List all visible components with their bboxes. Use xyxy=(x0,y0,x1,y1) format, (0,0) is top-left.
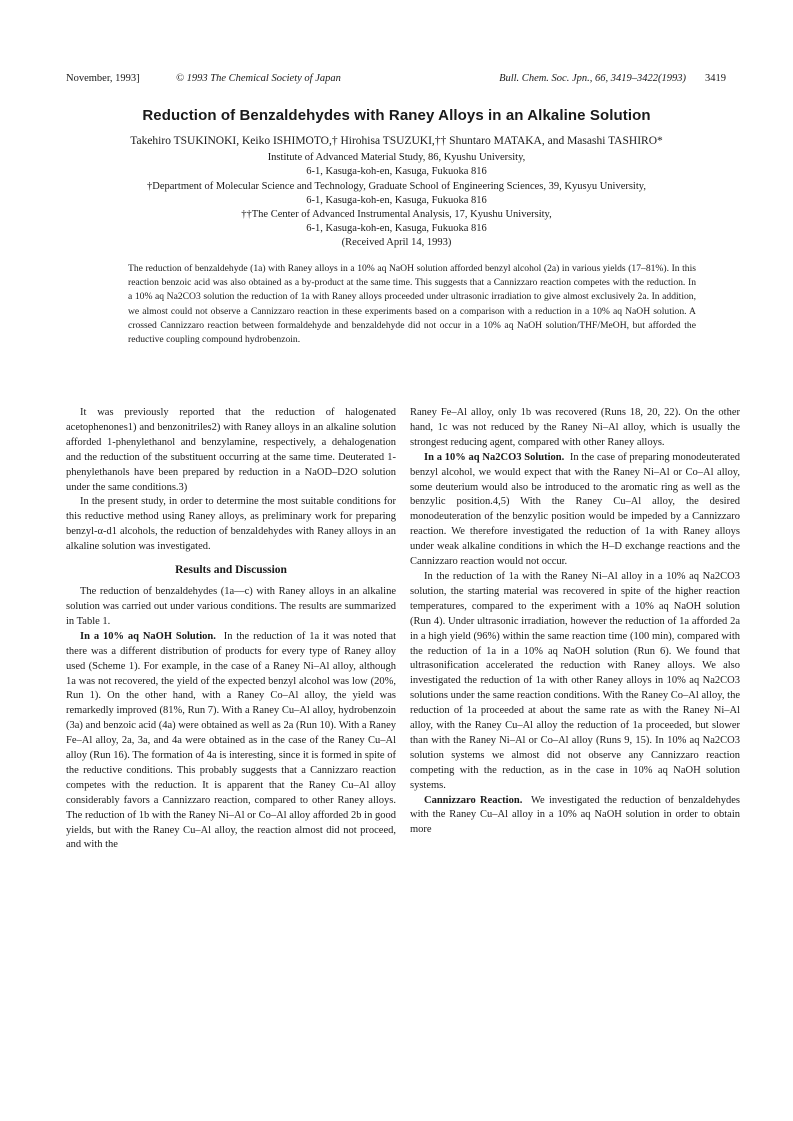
left-column xyxy=(66,406,396,853)
body-paragraph: In the reduction of 1a with the Raney Ni–Al alloy in a 10% aq Na2CO3 solution, the starting material was recovered in spite of the higher reaction temperatures, compared to the experiment with a 10% aq NaOH solution (Run 4). Under ultrasonic irradiation, however the reduction of 1a afforded 2a in a high yield (96%) within the same reaction time (100 min), compared with the reduction of 1a in a 10% aq NaOH solution (Run 6). We found that ultrasonification accelerated the reduction with Raney alloys. We also investigated the reduction of 1a with other Raney alloys in 10% aq Na2CO3 solutions under the same reaction conditions. With the Raney Co–Al alloy, the reduction of 1a proceeded at about the same rate as with the Raney Ni–Al alloy, with the Raney Cu–Al alloy the reduction of 1a proceeded, but slower than with the Raney Ni–Al or Co–Al alloy (Runs 9, 15). In 10% aq Na2CO3 solution systems we almost did not observe any Cannizzaro reaction competing with the reduction, as in the case in 10% aq NaOH solution systems. xyxy=(410,570,740,791)
na2co3-paragraph xyxy=(410,451,740,570)
intro-paragraph: In the present study, in order to determine the most suitable conditions for this reductive method using Raney alloys, as preliminary work for preparing benzyl-α-d1 alcohols, the reduction of benzaldehydes with Raney alloys in an alkaline solution was investigated. xyxy=(66,496,396,553)
naoh-text: In the reduction of 1a it was noted that there was a different distribution of products for every type of Raney alloy used (Scheme 1). For example, in the case of a Raney Ni–Al alloy, although 1a was not recovered, the yield of the expected benzyl alcohol was low (20%, Run 1). On the other hand, with a Raney Co–Al alloy, the yield was remarkedly improved (81%, Run 7). With a Raney Cu–Al alloy, hydrobenzoin (3a) and benzoic acid (4a) were obtained as well as 2a (Run 10). With a Raney Fe–Al alloy, 2a, 3a, and 4a were obtained as in the case of the Raney Cu–Al alloy (Run 16). The formation of 4a is interesting, since it is formed in spite of the reductive conditions. This probably suggests that a Cannizzaro reaction competes with the reduction. It is apparent that the Raney Cu–Al alloy considerably favors a Cannizzaro reaction, compared to other Raney alloys. The reduction of 1b with the Raney Ni–Al or Co–Al alloy afforded 2b in good yields, but with the Raney Cu–Al alloy, the reaction almost did not proceed, and with the xyxy=(66,630,397,851)
affiliation-line: 6-1, Kasuga-koh-en, Kasuga, Fukuoka 816 xyxy=(306,195,487,206)
continued-paragraph: Raney Fe–Al alloy, only 1b was recovered (Runs 18, 20, 22). On the other hand, 1c was not reduced by the Raney Ni–Al alloy, which is usually the strongest reducing agent, compared with other Raney alloys. xyxy=(410,407,740,448)
affiliation-line: 6-1, Kasuga-koh-en, Kasuga, Fukuoka 816 xyxy=(306,166,487,177)
abstract: The reduction of benzaldehyde (1a) with Raney alloys in a 10% aq NaOH solution afforded benzyl alcohol (2a) in various yields (17–81%). In this reaction benzoic acid was also obtained as a by-product at the same time. This suggests that a Cannizzaro reaction competes with the reduction. In a 10% aq Na2CO3 solution the reduction of 1a with Raney alloys proceeded under ultrasonic irradiation to give almost exclusively 2a. In addition, we almost could not observe a Cannizzaro reaction in these experiments based on a comparison with a reduction in a 10% aq NaOH solution. A crossed Cannizzaro reaction between formaldehyde and benzaldehyde did not occur in a 10% aq NaOH solution/THF/MeOH, but afforded the reductive coupling compound hydrobenzoin. xyxy=(128,263,696,346)
subsection-heading: In a 10% aq NaOH Solution. xyxy=(80,630,216,642)
cannizzaro-paragraph xyxy=(410,794,740,839)
affiliation-line: Institute of Advanced Material Study, 86, Kyushu University, xyxy=(267,152,526,163)
running-header xyxy=(66,70,726,88)
affiliation-line: †Department of Molecular Science and Technology, Graduate School of Engineering Sciences, 39, Kyusyu University, xyxy=(147,181,646,192)
cannizzaro-text: We investigated the reduction of benzaldehydes with the Raney Cu–Al alloy in a 10% aq NaOH solution in order to obtain more xyxy=(410,794,741,836)
page-number: 3419 xyxy=(705,73,726,84)
na2co3-text: In the case of preparing monodeuterated benzyl alcohol, we would expect that with the Raney Ni–Al or Co–Al alloy, some deuterium would also be introduced to the aromatic ring as well as the benzylic position.4,5) With the Raney Cu–Al alloy, the desired monodeuteration of the benzylic position would be impeded by a Cannizzaro reaction. We therefore investigated the reduction of 1a with Raney alloys under weak alkaline conditions in which the H–D exchange reactions and the Cannizzaro reaction would not occur. xyxy=(410,451,741,568)
naoh-paragraph xyxy=(66,630,396,854)
author-list: Takehiro TSUKINOKI, Keiko ISHIMOTO,† Hirohisa TSUZUKI,†† Shuntaro MATAKA, and Masashi TASHIRO* xyxy=(130,135,663,147)
section-heading: Results and Discussion xyxy=(175,564,287,577)
issue-date: November, 1993] xyxy=(66,73,140,84)
right-column xyxy=(410,406,740,838)
journal-citation: Bull. Chem. Soc. Jpn., 66, 3419–3422(1993) xyxy=(499,73,686,84)
article-title: Reduction of Benzaldehydes with Raney Alloys in an Alkaline Solution xyxy=(142,107,651,124)
affiliation-line: ††The Center of Advanced Instrumental Analysis, 17, Kyushu University, xyxy=(241,209,552,220)
copyright-notice: © 1993 The Chemical Society of Japan xyxy=(176,73,341,84)
results-paragraph: The reduction of benzaldehydes (1a—c) with Raney alloys in an alkaline solution was carried out under various conditions. The results are summarized in Table 1. xyxy=(66,586,396,627)
affiliation-line: 6-1, Kasuga-koh-en, Kasuga, Fukuoka 816 xyxy=(306,223,487,234)
intro-paragraph: It was previously reported that the reduction of halogenated acetophenones1) and benzonitriles2) with Raney alloys in an alkaline solution afforded 1-phenylethanol and benzylamine, respectively, a dehalogenation and the reduction of the substituent occurring at the same time. Deuterated 1-phenylethanols have been prepared by reduction in a NaOD–D2O solution under the same conditions.3) xyxy=(66,407,396,493)
received-date: (Received April 14, 1993) xyxy=(341,237,452,248)
subsection-heading: In a 10% aq Na2CO3 Solution. xyxy=(424,451,565,463)
subsection-heading: Cannizzaro Reaction. xyxy=(424,794,523,806)
